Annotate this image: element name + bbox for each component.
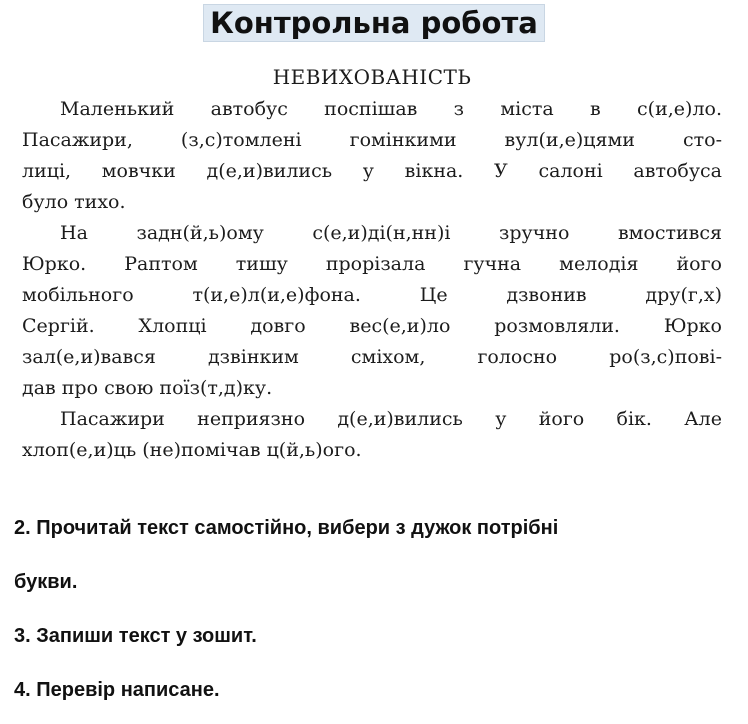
task-item: 4. Перевір написане. [14, 679, 220, 701]
paragraph-1 [22, 94, 722, 218]
text-line: Пасажири, (з,с)томлені гомінкими вул(и,е)цями сто- [22, 129, 722, 151]
text-line: Пасажири неприязно д(е,и)вились у його бік. Але [60, 408, 722, 430]
text-line: мобільного т(и,е)л(и,е)фона. Це дзвонив дру(г,х) [22, 284, 722, 306]
text-line: Юрко. Раптом тишу прорізала гучна мелодія його [22, 253, 722, 275]
story-text [22, 62, 722, 466]
text-line: хлоп(е,и)ць (не)помічав ц(й,ь)ого. [22, 439, 362, 461]
task-item: 3. Запиши текст у зошит. [14, 625, 257, 647]
text-line: дав про свою поїз(т,д)ку. [22, 377, 273, 399]
task-list [14, 508, 734, 724]
title-container [0, 4, 748, 42]
text-line: На задн(й,ь)ому с(е,и)ді(н,нн)і зручно вмостився [60, 222, 722, 244]
text-line: лиці, мовчки д(е,и)вились у вікна. У салоні автобуса [22, 160, 722, 182]
text-line: зал(е,и)вався дзвінким сміхом, голосно ро(з,с)пові- [22, 346, 722, 368]
task-item: 2. Прочитай текст самостійно, вибери з дужок потрібні [14, 517, 559, 539]
text-line: Сергій. Хлопці довго вес(е,и)ло розмовляли. Юрко [22, 315, 722, 337]
story-heading: НЕВИХОВАНІСТЬ [272, 65, 472, 89]
paragraph-3 [22, 404, 722, 466]
text-line: Маленький автобус поспішав з міста в с(и,е)ло. [60, 98, 722, 120]
page-title: Контрольна робота [203, 4, 545, 42]
text-line: було тихо. [22, 191, 126, 213]
task-item: букви. [14, 571, 78, 593]
paragraph-2 [22, 218, 722, 404]
